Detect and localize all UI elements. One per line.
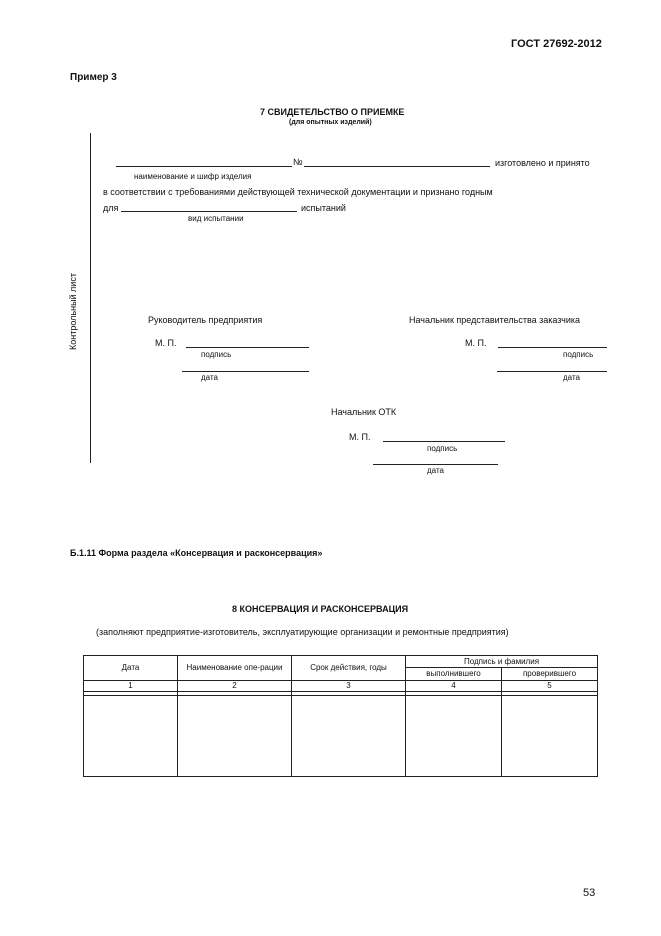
col-number-1: 1 [84,681,178,692]
left-mp: М. П. [155,338,177,348]
left-date-caption: дата [201,373,218,382]
sidebar-label: Контрольный лист [68,273,78,350]
page-number: 53 [583,887,596,899]
col-operation-header: Наименование опе-рации [178,656,292,681]
right-date-line [497,371,607,372]
product-name-line [116,166,292,167]
right-sign-line [498,347,607,348]
col-validity-header: Срок действия, годы [292,656,406,681]
right-date-caption: дата [563,373,580,382]
otk-signer-role: Начальник ОТК [331,407,397,417]
conservation-table [83,655,598,777]
certificate-subtitle: (для опытных изделий) [289,119,372,126]
col-number-5: 5 [502,681,598,692]
conservation-title: 8 КОНСЕРВАЦИЯ И РАСКОНСЕРВАЦИЯ [232,604,409,614]
left-sign-caption: подпись [201,350,232,359]
certificate-title: 7 СВИДЕТЕЛЬСТВО О ПРИЕМКЕ [260,107,405,117]
test-kind-line [121,211,297,212]
name-caption: наименование и шифр изделия [134,172,252,181]
otk-sign-line [383,441,505,442]
col-number-3: 3 [292,681,406,692]
empty-cell [84,696,178,777]
for-text: для [103,203,119,213]
conservation-subtitle: (заполняют предприятие-изготовитель, эксплуатирующие организации и ремонтные предприятия) [96,627,509,637]
left-sign-line [186,347,309,348]
example-label: Пример 3 [70,72,117,83]
empty-cell [292,696,406,777]
col-checked-header: проверившего [502,668,598,681]
left-signer-role: Руководитель предприятия [148,315,263,325]
col-performed-header: выполнившего [406,668,502,681]
otk-date-line [373,464,498,465]
manufactured-text: изготовлено и принято [495,158,590,168]
right-sign-caption: подпись [563,350,594,359]
col-number-2: 2 [178,681,292,692]
empty-cell [502,696,598,777]
empty-cell [178,696,292,777]
compliance-text: в соответствии с требованиями действующей технической документации и признано годным [103,187,493,197]
serial-number-line [304,166,490,167]
tests-text: испытаний [301,203,346,213]
number-sign: № [293,157,303,167]
col-signature-group-header: Подпись и фамилия [406,656,598,668]
test-kind-caption: вид испытании [188,214,244,223]
standard-number: ГОСТ 27692-2012 [511,38,602,50]
empty-cell [406,696,502,777]
right-mp: М. П. [465,338,487,348]
section-heading: Б.1.11 Форма раздела «Консервация и расконсервация» [70,548,323,558]
col-date-header: Дата [84,656,178,681]
col-number-4: 4 [406,681,502,692]
otk-sign-caption: подпись [427,444,458,453]
right-signer-role: Начальник представительства заказчика [409,315,580,325]
left-date-line [182,371,309,372]
sidebar-divider [90,133,91,463]
otk-date-caption: дата [427,466,444,475]
otk-mp: М. П. [349,432,371,442]
